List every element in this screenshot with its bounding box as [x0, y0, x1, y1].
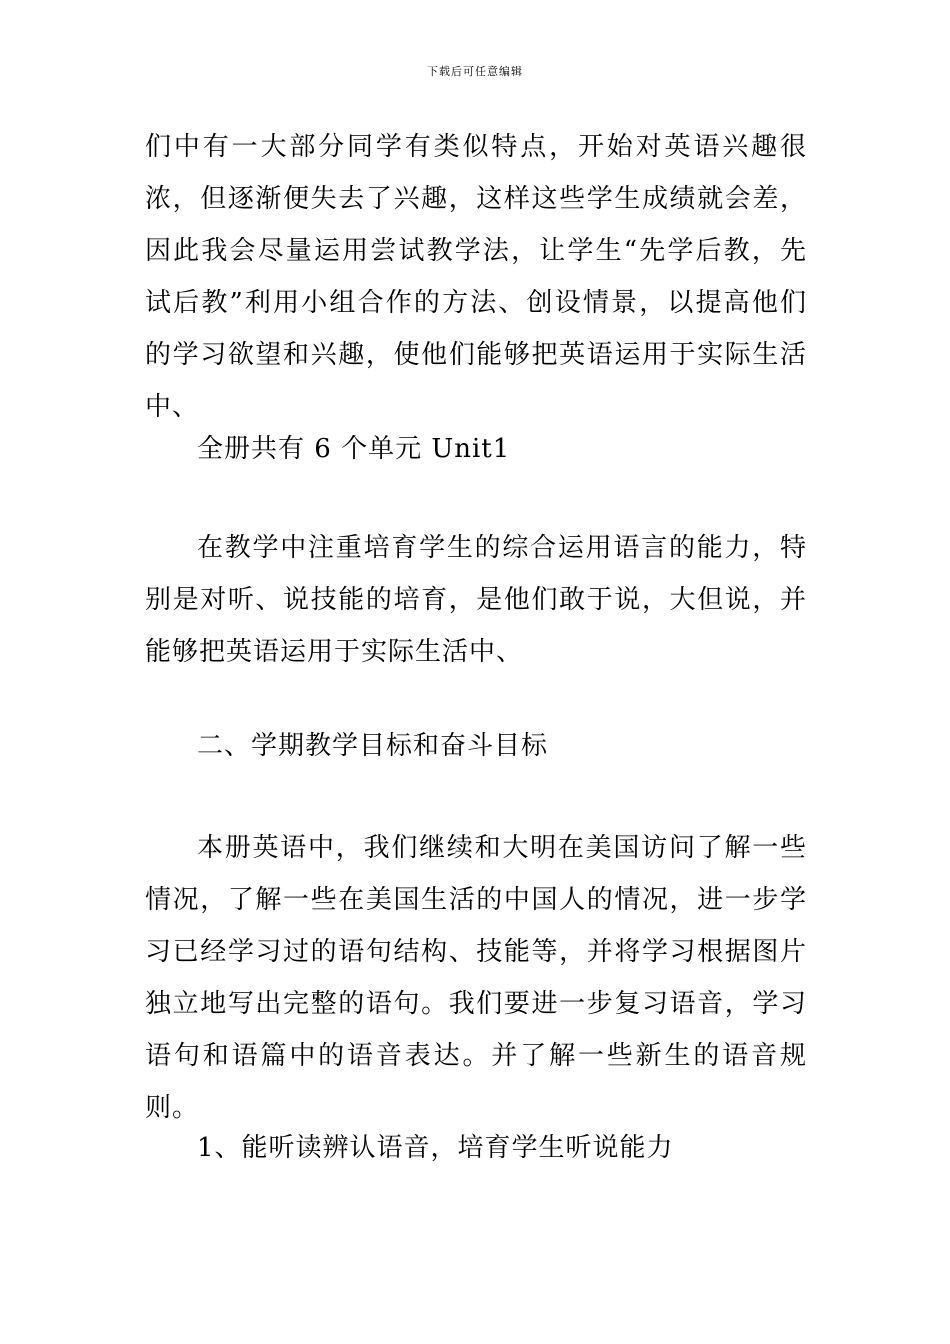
page-header: 下载后可任意编辑 — [427, 65, 523, 78]
paragraph-unit-count: 全册共有 6 个单元 Unit1 — [197, 434, 511, 464]
paragraph-learning-interest: 们中有一大部分同学有类似特点，开始对英语兴趣很浓，但逐渐便失去了兴趣，这样这些学生成绩就会差，因此我会尽量运用尝试教学法，让学生“先学后教，先试后教”利用小组合作的方法、创设情景，以提高他们的学习欲望和兴趣，使他们能够把英语运用于实际生活中、 — [145, 132, 807, 422]
paragraph-book-content: 本册英语中，我们继续和大明在美国访问了解一些情况，了解一些在美国生活的中国人的情况，进一步学习已经学习过的语句结构、技能等，并将学习根据图片独立地写出完整的语句。我们要进一步复习语音，学习语句和语篇中的语音表达。并了解一些新生的语音规则。 — [145, 833, 807, 1123]
paragraph-language-ability: 在教学中注重培育学生的综合运用语言的能力，特别是对听、说技能的培育，是他们敢于说，大但说，并能够把英语运用于实际生活中、 — [145, 533, 807, 667]
section-heading-goals: 二、学期教学目标和奋斗目标 — [197, 731, 549, 761]
list-item-listening: 1、能听读辨认语音，培育学生听说能力 — [197, 1133, 674, 1163]
